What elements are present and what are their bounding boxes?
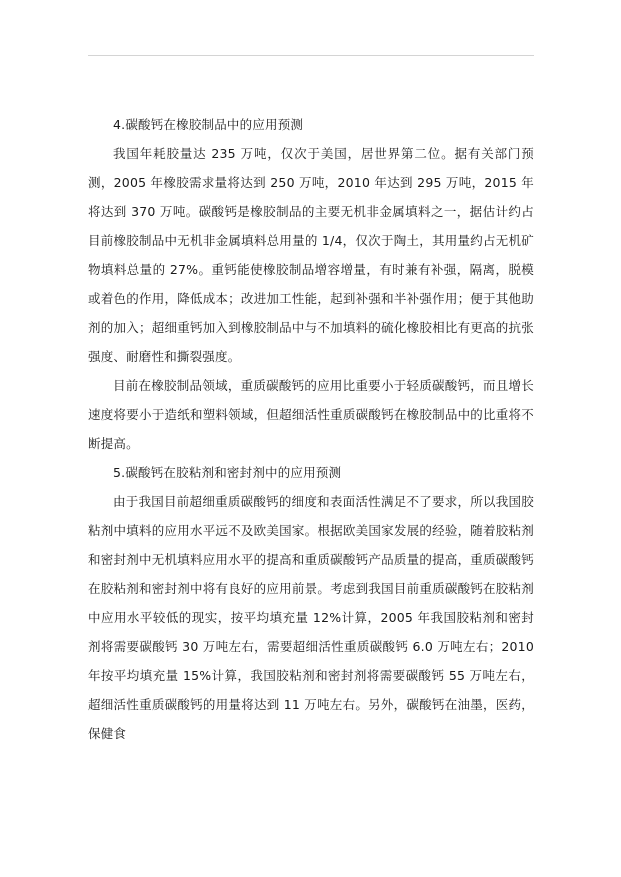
section-5-paragraph-1: 由于我国目前超细重质碳酸钙的细度和表面活性满足不了要求，所以我国胶粘剂中填料的应用水平远不及欧美国家。根据欧美国家发展的经验，随着胶粘剂和密封剂中无机填料应用水平的提高和重质碳酸钙产品质量的提高，重质碳酸钙在胶粘剂和密封剂中将有良好的应用前景。考虑到我国目前重质碳酸钙在胶粘剂中应用水平较低的现实，按平均填充量 12%计算，2005 年我国胶粘剂和密封剂将需要碳酸钙 30 万吨左右，需要超细活性重质碳酸钙 6.0 万吨左右；2010 年按平均填充量 15%计算，我国胶粘剂和密封剂将需要碳酸钙 55 万吨左右，超细活性重质碳酸钙的用量将达到 11 万吨左右。另外，碳酸钙在油墨，医药，保健食 xyxy=(88,494,534,741)
document-body xyxy=(88,110,534,748)
section-4-paragraph-1: 我国年耗胶量达 235 万吨，仅次于美国，居世界第二位。据有关部门预测，2005 年橡胶需求量将达到 250 万吨，2010 年达到 295 万吨，2015 年将达到 370 万吨。碳酸钙是橡胶制品的主要无机非金属填料之一，据估计约占目前橡胶制品中无机非金属填料总用量的 1/4，仅次于陶土，其用量约占无机矿物填料总量的 27%。重钙能使橡胶制品增容增量，有时兼有补强，隔离，脱模或着色的作用，降低成本；改进加工性能，起到补强和半补强作用；便于其他助剂的加入；超细重钙加入到橡胶制品中与不加填料的硫化橡胶相比有更高的抗张强度、耐磨性和撕裂强度。 xyxy=(88,146,534,364)
section-4-paragraph-2: 目前在橡胶制品领域，重质碳酸钙的应用比重要小于轻质碳酸钙，而且增长速度将要小于造纸和塑料领域，但超细活性重质碳酸钙在橡胶制品中的比重将不断提高。 xyxy=(88,378,534,451)
header-rule xyxy=(88,55,534,56)
section-heading-5: 5.碳酸钙在胶粘剂和密封剂中的应用预测 xyxy=(113,465,342,480)
section-heading-4: 4.碳酸钙在橡胶制品中的应用预测 xyxy=(113,117,304,132)
